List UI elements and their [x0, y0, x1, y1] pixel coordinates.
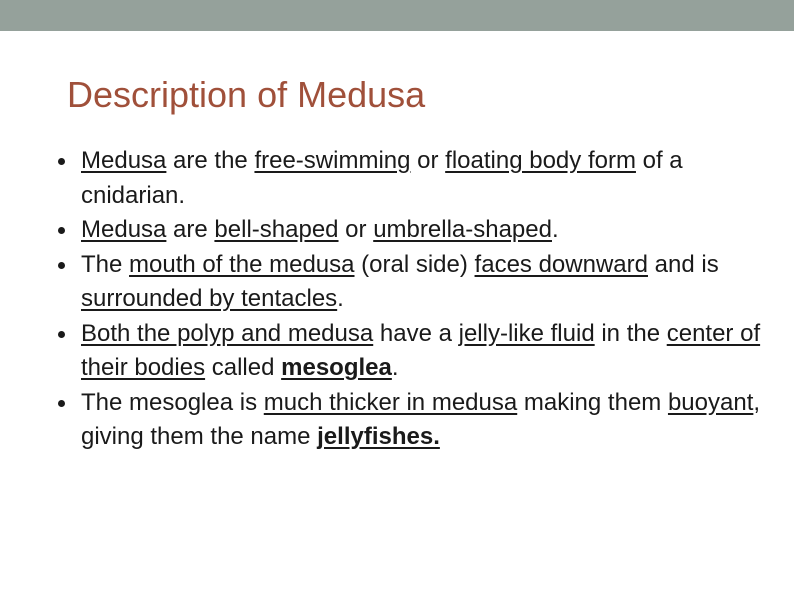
bullet-text-segment: and is — [647, 250, 719, 278]
underlined-term: jelly-like fluid — [458, 319, 595, 347]
underlined-term: Medusa — [81, 147, 167, 174]
slide-top-bar — [0, 0, 794, 31]
underlined-term: faces downward — [474, 250, 648, 278]
bullet-text-segment: The mesoglea is — [81, 388, 264, 416]
bullet-item — [0, 144, 761, 213]
bullet-text-segment: . — [551, 216, 559, 243]
bullet-icon — [58, 262, 65, 269]
underlined-term: mouth of the medusa — [129, 250, 355, 278]
underlined-term: center of their bodies — [81, 319, 761, 381]
underlined-term: floating body form — [445, 147, 636, 174]
bullet-text — [81, 389, 760, 451]
bullet-text-segment: are the — [166, 147, 255, 174]
bullet-text-segment: called — [205, 354, 282, 381]
bullet-text-segment: (oral side) — [354, 250, 475, 278]
bullet-icon — [58, 158, 65, 165]
bullet-text-segment: , giving them the name — [81, 388, 761, 450]
bullet-text-segment: or — [338, 216, 374, 243]
slide-title: Description of Medusa — [67, 74, 426, 115]
underlined-term: jellyfishes. — [317, 423, 440, 450]
bullet-text — [81, 320, 760, 382]
bullet-text-segment: . — [337, 285, 344, 312]
bullet-text-segment: of a cnidarian. — [81, 147, 683, 209]
underlined-term: surrounded by tentacles — [81, 285, 338, 312]
underlined-term: much thicker in medusa — [263, 388, 518, 416]
underlined-term: Both the polyp and medusa — [81, 319, 374, 347]
bullet-text — [81, 147, 683, 209]
bullet-item — [0, 317, 761, 386]
underlined-term: free-swimming — [254, 147, 411, 174]
bullet-text-segment: making them — [517, 388, 668, 416]
bullet-item — [0, 213, 761, 248]
bullet-icon — [58, 227, 65, 234]
underlined-term: bell-shaped — [214, 216, 339, 243]
bullet-icon — [58, 400, 65, 407]
bullet-text-segment: or — [410, 147, 446, 174]
bullet-text-segment: . — [391, 354, 399, 381]
bullet-icon — [58, 331, 65, 338]
bullet-text — [81, 216, 559, 243]
bullet-text — [81, 251, 719, 313]
bullet-text-segment: are — [166, 216, 215, 243]
bullet-item — [0, 248, 761, 317]
bullet-item — [0, 386, 761, 455]
underlined-term: Medusa — [81, 216, 167, 243]
bullet-text-segment: The — [81, 250, 130, 278]
bullet-text-segment: in the — [594, 319, 667, 347]
bullet-list — [0, 144, 794, 455]
underlined-term: umbrella-shaped — [373, 216, 552, 243]
bullet-text-segment: have a — [373, 319, 459, 347]
underlined-term: mesoglea — [281, 354, 392, 381]
underlined-term: buoyant — [667, 388, 754, 416]
